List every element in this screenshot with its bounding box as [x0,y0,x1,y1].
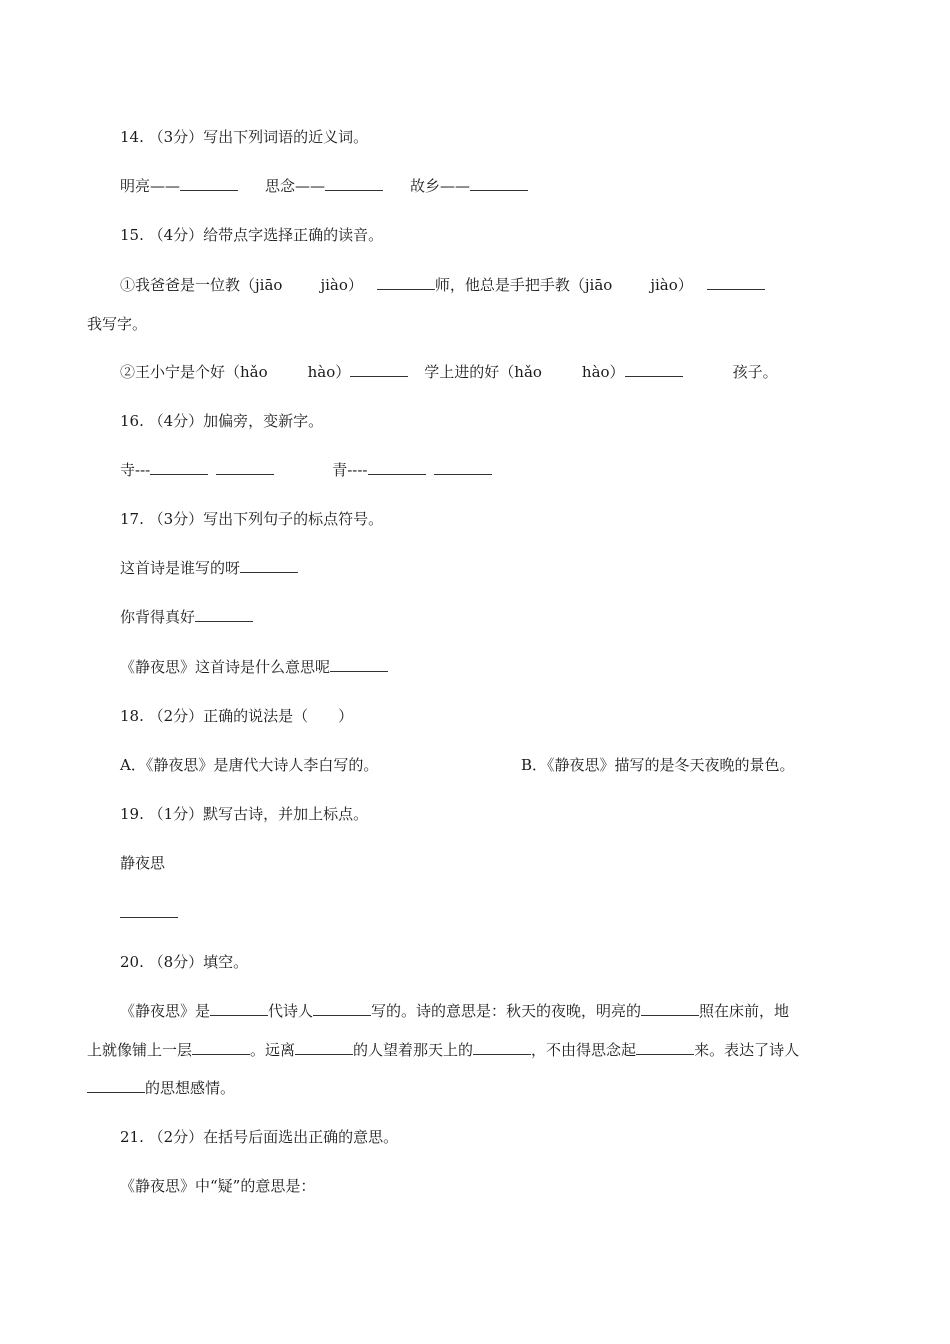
q15-blank-1[interactable] [377,275,435,290]
q20-heading: 20. （8分）填空。 [120,953,249,971]
q16-blank-3[interactable] [368,460,426,475]
q15-blank-2[interactable] [707,275,765,290]
q19-blank[interactable] [120,903,178,918]
q20-text-2: 代诗人 [268,1002,314,1020]
q16-heading: 16. （4分）加偏旁，变新字。 [120,412,324,430]
q16-answer-row [120,459,492,481]
q14-blank-1[interactable] [180,176,238,191]
q15-heading: 15. （4分）给带点字选择正确的读音。 [120,226,384,244]
q20-blank-3[interactable] [641,1001,699,1016]
q14-blank-3[interactable] [470,176,528,191]
q16-blank-1[interactable] [150,460,208,475]
q15-l2-text-a: ②王小宁是个好（hǎo [120,363,268,381]
q20-blank-5[interactable] [295,1040,353,1055]
q17-s2-text: 你背得真好 [120,608,196,626]
q14-word-2: 思念—— [265,177,326,195]
q16-char-1: 寺--- [120,461,151,479]
q15-l2-text-d: hào） [581,363,625,381]
q19-answer-line [120,902,178,924]
q17-blank-2[interactable] [195,607,253,622]
q15-l1-text-a: ①我爸爸是一位教（jiāo [120,276,283,294]
q15-l2-text-c: 学上进的好（hǎo [424,363,542,381]
q17-heading: 17. （3分）写出下列句子的标点符号。 [120,510,384,528]
q15-l1-text-b: jiào） [320,276,363,294]
q20-line-1 [120,1000,789,1022]
q18-option-b[interactable]: B．《静夜思》描写的是冬天夜晚的景色。 [521,756,795,774]
q20-blank-2[interactable] [313,1001,371,1016]
q15-line-1-cont: 我写字。 [87,315,148,333]
q21-heading: 21. （2分）在括号后面选出正确的意思。 [120,1128,399,1146]
q15-l2-text-b: hào） [307,363,351,381]
q17-s3-text: 《静夜思》这首诗是什么意思呢 [120,658,331,676]
q21-prompt: 《静夜思》中“疑”的意思是： [120,1177,316,1195]
q17-blank-1[interactable] [240,558,298,573]
q20-blank-7[interactable] [636,1040,694,1055]
q15-line-2 [120,361,778,383]
q15-l1-text-c: 师，他总是手把手教（jiāo [434,276,613,294]
q16-blank-2[interactable] [216,460,274,475]
q20-blank-4[interactable] [192,1040,250,1055]
q18-heading: 18. （2分）正确的说法是（ ） [120,707,354,725]
q20-text-9: 来。表达了诗人 [694,1041,800,1059]
q20-text-6: 。远离 [250,1041,296,1059]
q14-word-3: 故乡—— [410,177,471,195]
q15-l1-text-d: jiào） [650,276,693,294]
q14-word-1: 明亮—— [120,177,181,195]
q15-l2-text-e: 孩子。 [732,363,778,381]
q20-text-7: 的人望着那天上的 [353,1041,474,1059]
q15-blank-3[interactable] [350,362,408,377]
q17-sentence-1 [120,557,298,579]
q14-blank-2[interactable] [325,176,383,191]
q15-line-1 [120,274,765,296]
q20-text-8: ，不由得思念起 [531,1041,637,1059]
q17-sentence-2 [120,606,253,628]
q20-text-1: 《静夜思》是 [120,1002,211,1020]
q20-text-3: 写的。诗的意思是：秋天的夜晚，明亮的 [371,1002,642,1020]
q20-blank-6[interactable] [473,1040,531,1055]
q17-s1-text: 这首诗是谁写的呀 [120,559,241,577]
q20-text-4: 照在床前，地 [699,1002,790,1020]
q20-line-2 [87,1039,799,1061]
q16-char-2: 青---- [332,461,368,479]
q14-answer-row [120,175,528,197]
q20-blank-8[interactable] [87,1078,145,1093]
q17-blank-3[interactable] [330,657,388,672]
q15-blank-4[interactable] [625,362,683,377]
q17-sentence-3 [120,656,388,678]
q19-poem-title: 静夜思 [120,854,166,872]
q14-heading: 14. （3分）写出下列词语的近义词。 [120,128,369,146]
q20-text-5: 上就像铺上一层 [87,1041,193,1059]
q20-blank-1[interactable] [210,1001,268,1016]
q18-option-a[interactable]: A．《静夜思》是唐代大诗人李白写的。 [120,756,379,774]
q20-line-3 [87,1077,235,1099]
q20-text-10: 的思想感情。 [145,1079,236,1097]
q16-blank-4[interactable] [434,460,492,475]
q19-heading: 19. （1分）默写古诗，并加上标点。 [120,805,369,823]
